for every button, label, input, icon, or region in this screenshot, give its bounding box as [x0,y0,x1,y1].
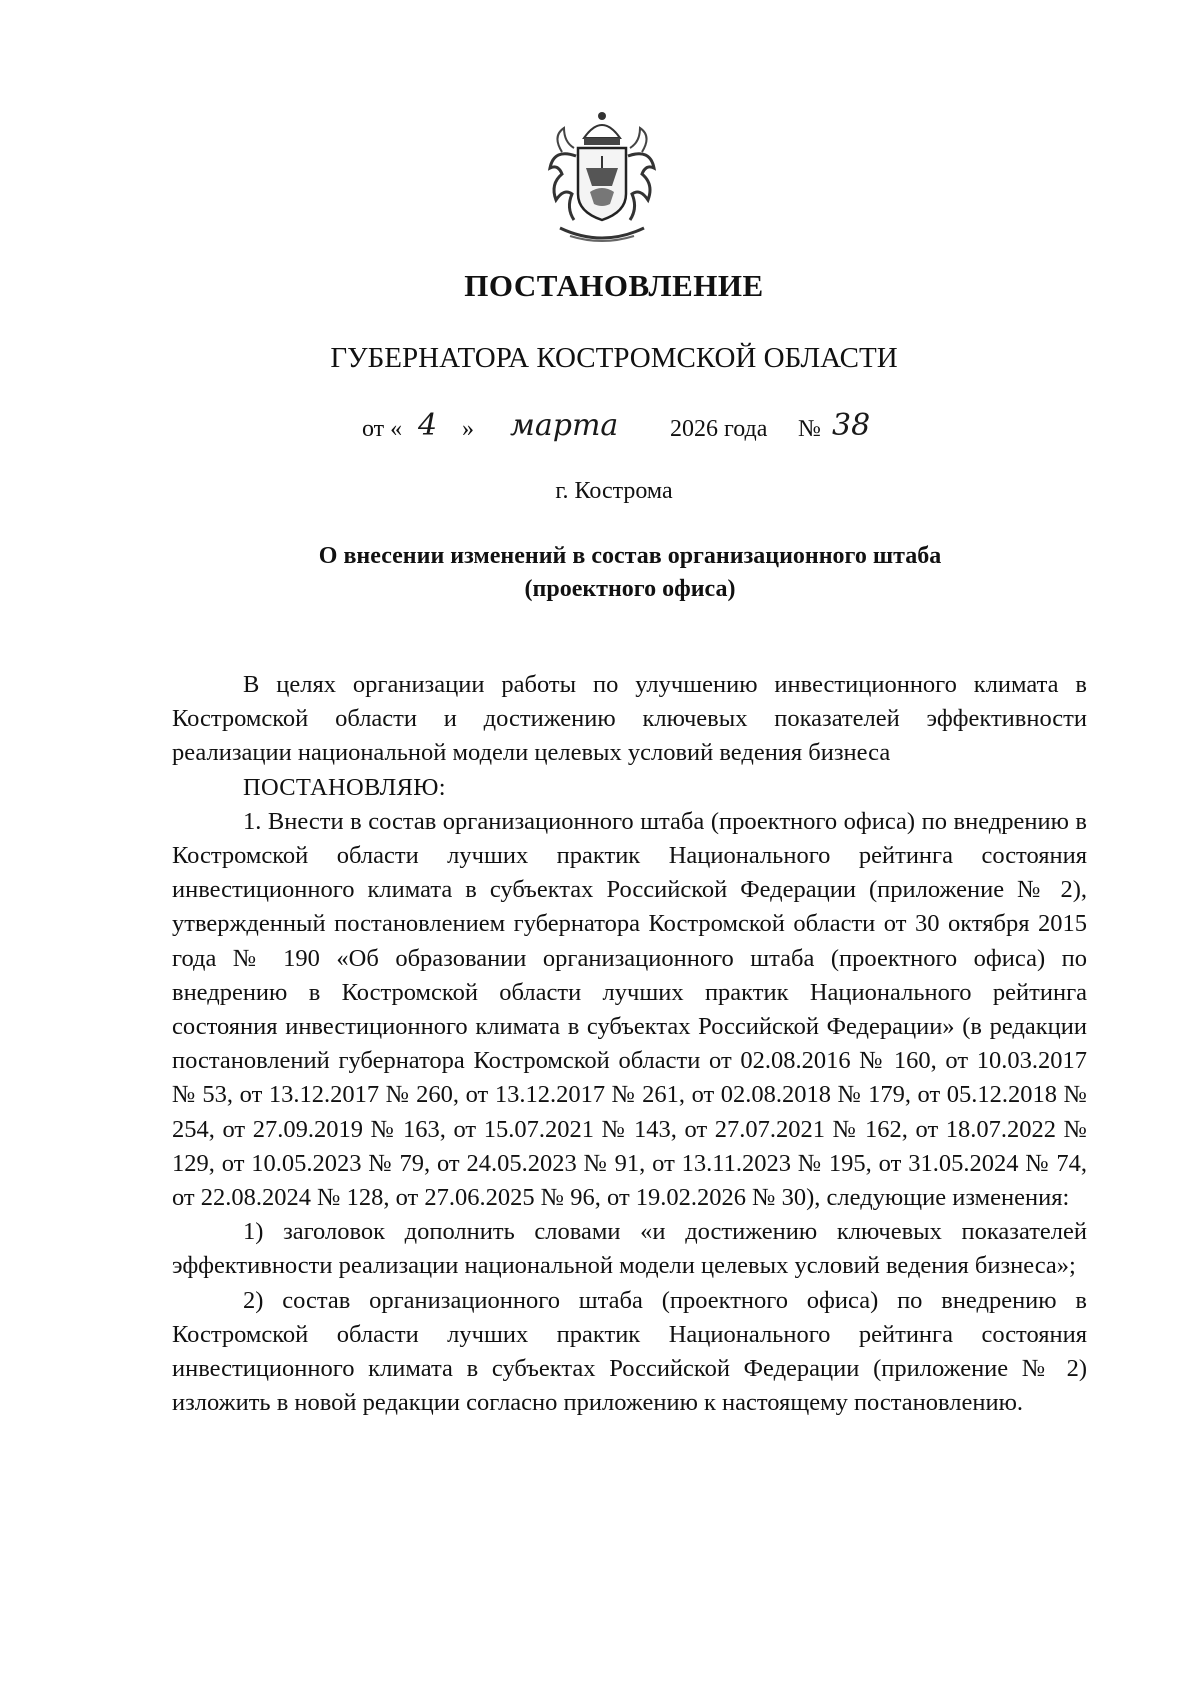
number-prefix: № [798,416,821,442]
decree-word: ПОСТАНОВЛЯЮ: [243,773,446,801]
date-month-handwritten: марта [510,408,619,443]
item-1-subitem-2: 2) состав организационного штаба (проектного офиса) по внедрению в Костромской области лучших практик Национального рейтинга состояния инвестиционного климата в субъектах Российской Федерации (приложение № 2) изложить в новой редакции согласно приложению к настоящему постановлению. [172,1286,1087,1417]
date-year: 2026 года [670,416,768,442]
document-subject [250,540,1010,606]
preamble-paragraph: В целях организации работы по улучшению инвестиционного климата в Костромской области и достижению ключевых показателей эффективности реализации национальной модели целевых условий ведения бизнеса [172,671,1087,767]
document-body [172,668,1087,1420]
date-from-prefix: от « [362,416,403,442]
date-day-handwritten: 4 [418,408,438,443]
date-quote-close: » [462,416,474,442]
subject-line-2: (проектного офиса) [524,576,736,602]
issuer-line: ГУБЕРНАТОРА КОСТРОМСКОЙ ОБЛАСТИ [330,342,898,374]
item-1-subitem-1: 1) заголовок дополнить словами «и достижению ключевых показателей эффективности реализации национальной модели целевых условий ведения бизнеса»; [172,1218,1087,1280]
document-type-title: ПОСТАНОВЛЕНИЕ [464,268,764,303]
kostroma-coat-of-arms-icon [540,108,664,250]
item-1-paragraph: 1. Внести в состав организационного штаба (проектного офиса) по внедрению в Костромской области лучших практик Национального рейтинга состояния инвестиционного климата в субъектах Российской Федерации (приложение № 2), утвержденный постановлением губернатора Костромской области от 30 октября 2015 года № 190 «Об образовании организационного штаба (проектного офиса) по внедрению в Костромской области лучших практик Национального рейтинга состояния инвестиционного климата в субъектах Российской Федерации» (в редакции постановлений губернатора Костромской области от 02.08.2016 № 160, от 10.03.2017 № 53, от 13.12.2017 № 260, от 13.12.2017 № 261, от 02.08.2018 № 179, от 05.12.2018 № 254, от 27.09.2019 № 163, от 15.07.2021 № 143, от 27.07.2021 № 162, от 18.07.2022 № 129, от 10.05.2023 № 79, от 24.05.2023 № 91, от 13.11.2023 № 195, от 31.05.2024 № 74, от 22.08.2024 № 128, от 27.06.2025 № 96, от 19.02.2026 № 30), следующие изменения: [172,807,1087,1212]
document-number-handwritten: 38 [832,408,871,443]
subject-line-1: О внесении изменений в состав организационного штаба [318,543,942,569]
city-line: г. Кострома [555,478,673,504]
